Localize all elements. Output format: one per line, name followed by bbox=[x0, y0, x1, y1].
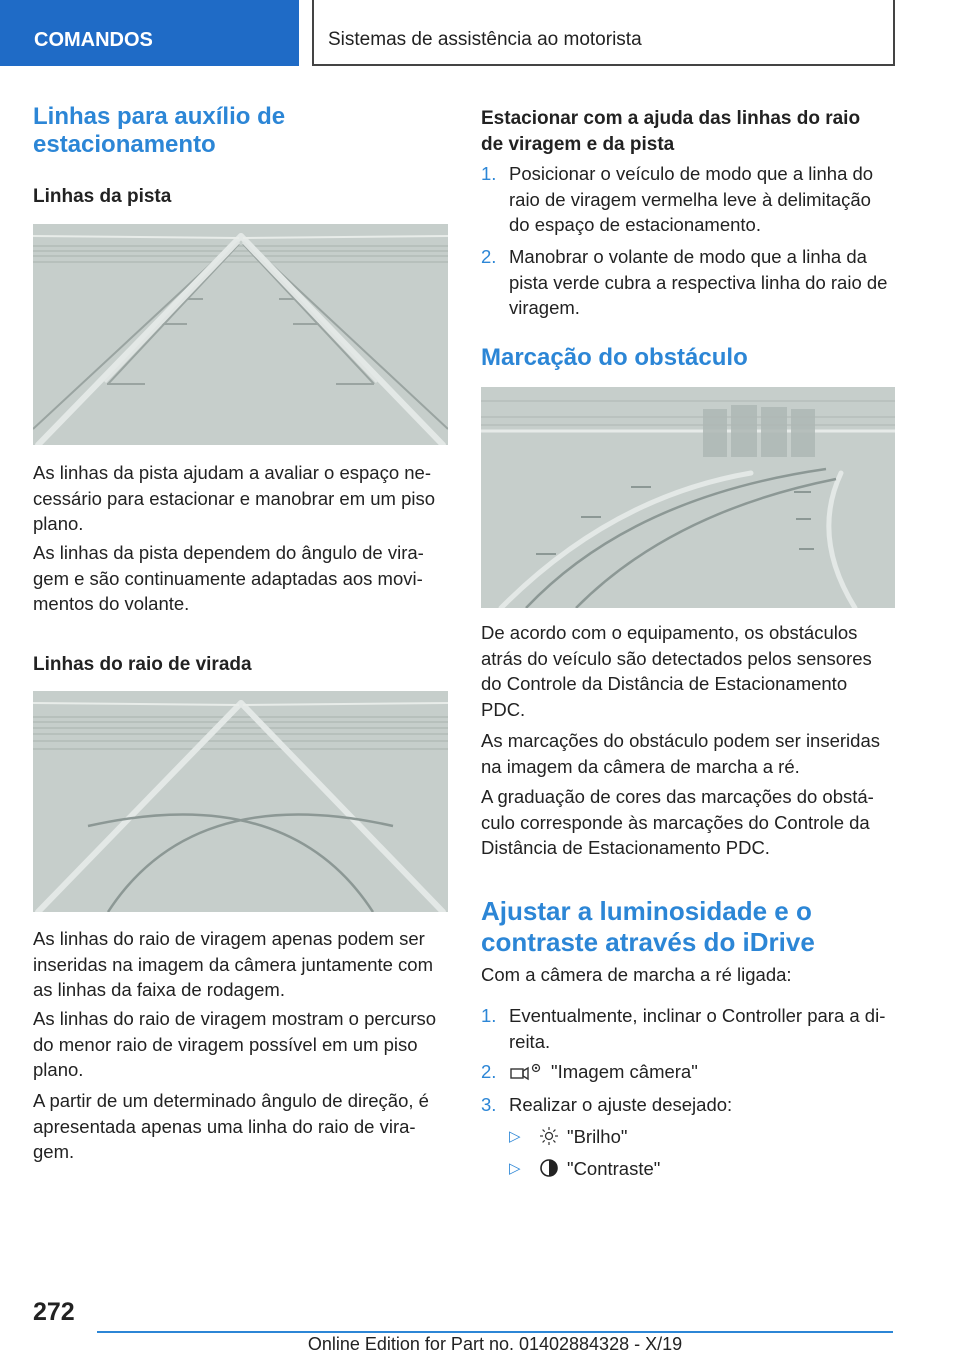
text-line: plano. bbox=[33, 513, 84, 534]
paragraph-lane-lines-steering bbox=[33, 540, 448, 617]
text-line: plano. bbox=[33, 1059, 84, 1080]
step-1-tilt-controller bbox=[481, 1003, 895, 1055]
step-number: 1. bbox=[481, 1005, 497, 1026]
text-line: Realizar o ajuste desejado: bbox=[509, 1094, 733, 1115]
text-line: inseridas na imagem da câmera juntamente com bbox=[33, 953, 433, 975]
paragraph-color-gradation bbox=[481, 784, 895, 861]
text-line: as linhas da faixa de rodagem. bbox=[33, 979, 285, 1000]
text-line: As linhas da pista ajudam a avaliar o espaço ne- bbox=[33, 462, 431, 483]
text-line: cessário para estacionar e manobrar em um piso bbox=[33, 487, 436, 509]
section-heading-parking-lines bbox=[33, 103, 285, 159]
text-line: Eventualmente, inclinar o Controller para a di- bbox=[509, 1005, 886, 1026]
step-text bbox=[509, 244, 887, 321]
chapter-title: Sistemas de assistência ao motorista bbox=[312, 0, 895, 66]
text-line: De acordo com o equipamento, os obstáculos bbox=[481, 622, 858, 643]
heading-line: estacionamento bbox=[33, 131, 216, 158]
heading-line: Estacionar com a ajuda das linhas do raio bbox=[481, 108, 861, 129]
text-line: gem e são continuamente adaptadas aos movi- bbox=[33, 567, 423, 589]
step-number: 3. bbox=[481, 1094, 497, 1115]
paragraph-obstacle-detection bbox=[481, 620, 895, 722]
paragraph-steering-angle bbox=[33, 1088, 448, 1165]
section-heading-brightness-contrast bbox=[481, 896, 815, 958]
contrast-icon bbox=[539, 1158, 559, 1185]
text-line: gem. bbox=[33, 1141, 75, 1162]
menu-item-contrast: "Contraste" bbox=[567, 1158, 661, 1179]
text-line: raio de viragem vermelha leve à delimitação bbox=[509, 188, 871, 210]
text-line: Distância de Estacionamento PDC. bbox=[481, 837, 770, 858]
text-line: na imagem da câmera de marcha a ré. bbox=[481, 755, 800, 777]
subheading-parking-with-lines bbox=[481, 106, 860, 158]
sun-icon bbox=[539, 1126, 559, 1153]
heading-line: Ajustar a luminosidade e o bbox=[481, 896, 812, 926]
text-line: As linhas da pista dependem do ângulo de vira- bbox=[33, 542, 424, 563]
text-line: Posicionar o veículo de modo que a linha do bbox=[509, 163, 874, 184]
text-line: As linhas do raio de viragem apenas podem ser bbox=[33, 928, 425, 949]
step-1-position-vehicle bbox=[481, 161, 895, 238]
camera-settings-icon bbox=[509, 1061, 543, 1090]
text-line: do Controle da Distância de Estacionamento bbox=[481, 673, 848, 694]
step-number: 1. bbox=[481, 163, 497, 184]
step-2-camera-image bbox=[481, 1059, 895, 1085]
step-text bbox=[509, 161, 873, 238]
paragraph-turning-radius-display bbox=[33, 926, 448, 1003]
text-line: reita. bbox=[509, 1030, 551, 1052]
text-line: do menor raio de viragem possível em um piso bbox=[33, 1033, 418, 1055]
text-line: viragem. bbox=[509, 297, 580, 318]
subheading-lane-lines: Linhas da pista bbox=[33, 186, 172, 207]
edition-note: Online Edition for Part no. 01402884328 - X/19 bbox=[307, 1334, 683, 1354]
paragraph-camera-on: Com a câmera de marcha a ré ligada: bbox=[481, 964, 792, 985]
paragraph-turning-radius-path bbox=[33, 1006, 448, 1083]
text-line: do espaço de estacionamento. bbox=[509, 214, 761, 235]
text-line: culo corresponde às marcações do Controle da bbox=[481, 811, 870, 833]
step-text bbox=[509, 1003, 885, 1054]
footer-divider bbox=[97, 1331, 893, 1333]
text-line: A graduação de cores das marcações do obstá- bbox=[481, 786, 874, 807]
section-heading-obstacle-marking: Marcação do obstáculo bbox=[481, 344, 748, 371]
menu-item-camera-image: "Imagem câmera" bbox=[551, 1061, 698, 1082]
text-line: As linhas do raio de viragem mostram o percurso bbox=[33, 1008, 437, 1029]
obstacle-marking-figure bbox=[481, 387, 895, 608]
step-2-steer-wheel bbox=[481, 244, 895, 321]
text-line: As marcações do obstáculo podem ser inseridas bbox=[481, 730, 880, 751]
page-number: 272 bbox=[33, 1298, 75, 1326]
lane-lines-figure bbox=[33, 224, 448, 445]
step-text bbox=[509, 1092, 732, 1118]
subheading-turning-radius: Linhas do raio de virada bbox=[33, 654, 252, 675]
text-line: apresentada apenas uma linha do raio de vira- bbox=[33, 1115, 416, 1137]
bullet-triangle-icon: ▷ bbox=[509, 1128, 521, 1145]
paragraph-lane-lines-help bbox=[33, 460, 448, 537]
step-3-make-adjustment bbox=[481, 1092, 895, 1118]
heading-line: contraste através do iDrive bbox=[481, 927, 815, 957]
step-number: 2. bbox=[481, 1061, 497, 1082]
section-tab: COMANDOS bbox=[0, 0, 299, 66]
heading-line: Linhas para auxílio de bbox=[33, 103, 286, 130]
bullet-triangle-icon: ▷ bbox=[509, 1160, 521, 1177]
text-line: Manobrar o volante de modo que a linha da bbox=[509, 246, 867, 267]
step-number: 2. bbox=[481, 246, 497, 267]
option-brightness bbox=[509, 1124, 895, 1150]
text-line: pista verde cubra a respectiva linha do raio de bbox=[509, 271, 888, 293]
text-line: A partir de um determinado ângulo de direção, é bbox=[33, 1090, 429, 1111]
text-line: atrás do veículo são detectados pelos sensores bbox=[481, 647, 872, 669]
text-line: PDC. bbox=[481, 698, 526, 720]
option-contrast bbox=[509, 1156, 895, 1182]
paragraph-obstacle-markings bbox=[481, 728, 895, 779]
text-line: mentos do volante. bbox=[33, 593, 190, 614]
menu-item-brightness: "Brilho" bbox=[567, 1126, 628, 1147]
turning-radius-figure bbox=[33, 691, 448, 912]
heading-line: de viragem e da pista bbox=[481, 134, 675, 155]
